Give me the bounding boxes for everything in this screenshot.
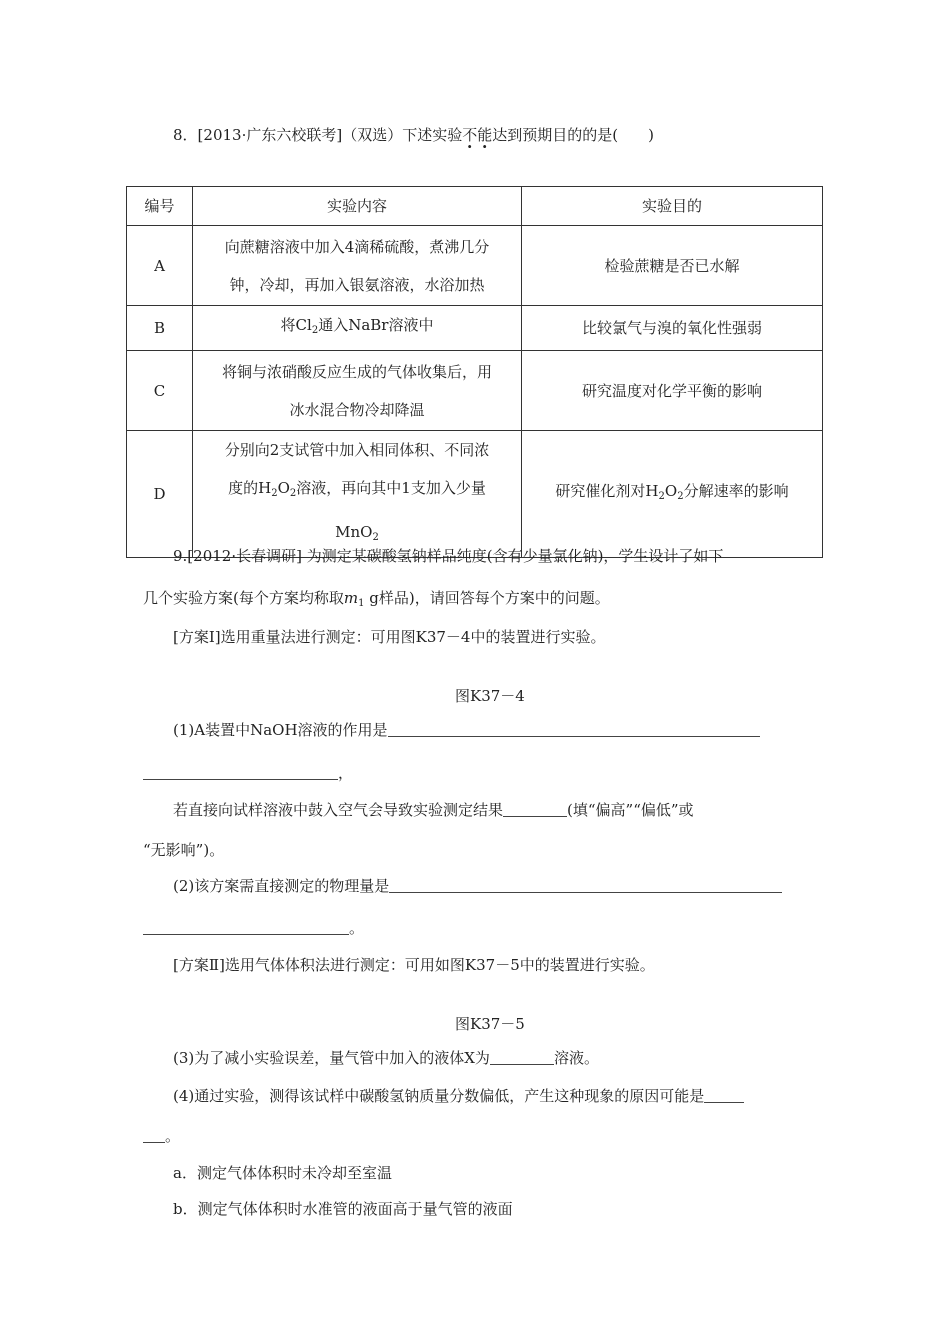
- answer-blank-1a[interactable]: [388, 720, 760, 737]
- option-a: a．测定气体体积时未冷却至室温: [173, 1164, 392, 1182]
- row-purpose: 检验蔗糖是否已水解: [522, 226, 823, 306]
- question-2: (2)该方案需直接测定的物理量是: [173, 876, 782, 896]
- row-content: 向蔗糖溶液中加入4滴稀硫酸，煮沸几分 钟，冷却，再加入银氨溶液，水浴加热: [193, 226, 522, 306]
- figure-caption-k37-4: 图K37－4: [455, 687, 525, 705]
- header-id: 编号: [127, 187, 193, 226]
- question-1-followup: 若直接向试样溶液中鼓入空气会导致实验测定结果 (填“偏高”“偏低”或: [173, 801, 694, 819]
- answer-blank-2a[interactable]: [389, 876, 782, 893]
- row-purpose: 研究催化剂对$H_2O_2$分解速率的影响: [522, 431, 823, 558]
- question-1-followup-cont: “无影响”)。: [143, 841, 225, 859]
- table-row: [127, 226, 823, 306]
- q9-stem-line2: 几个实验方案(每个方案均称取$m_1$ g样品)，请回答每个方案中的问题。: [143, 589, 610, 609]
- table-row: [127, 431, 823, 558]
- answer-blank-2b[interactable]: [143, 918, 349, 935]
- row-content: 将$Cl_2$通入NaBr溶液中: [193, 306, 522, 351]
- table-row: [127, 351, 823, 431]
- row-id: A: [127, 226, 193, 306]
- answer-blank-1b[interactable]: [143, 763, 338, 780]
- row-id: D: [127, 431, 193, 558]
- answer-blank-4a[interactable]: [704, 1086, 744, 1103]
- header-content: 实验内容: [193, 187, 522, 226]
- row-id: C: [127, 351, 193, 431]
- answer-blank-3[interactable]: [490, 1048, 554, 1065]
- question-4: (4)通过实验，测得该试样中碳酸氢钠质量分数偏低，产生这种现象的原因可能是: [173, 1086, 744, 1106]
- header-purpose: 实验目的: [522, 187, 823, 226]
- question-1: (1)A装置中NaOH溶液的作用是: [173, 720, 760, 740]
- answer-blank-1c[interactable]: [503, 800, 567, 817]
- question-4-cont: 。: [143, 1126, 180, 1146]
- q8-stem: 8．[2013·广东六校联考]（双选）下述实验不能达到预期目的的是( ): [173, 126, 654, 144]
- question-3: (3)为了减小实验误差，量气管中加入的液体X为 溶液。: [173, 1049, 599, 1067]
- row-purpose: 研究温度对化学平衡的影响: [522, 351, 823, 431]
- row-purpose: 比较氯气与溴的氧化性强弱: [522, 306, 823, 351]
- figure-caption-k37-5: 图K37－5: [455, 1015, 525, 1033]
- table-row: [127, 306, 823, 351]
- question-1-cont: ，: [143, 763, 353, 783]
- option-b: b．测定气体体积时水准管的液面高于量气管的液面: [173, 1200, 513, 1218]
- experiment-table: [126, 186, 823, 558]
- plan-2-heading: [方案Ⅱ]选用气体体积法进行测定：可用如图K37－5中的装置进行实验。: [173, 956, 655, 974]
- question-2-cont: 。: [143, 918, 364, 938]
- row-content: 分别向2支试管中加入相同体积、不同浓 度的$H_2O_2$溶液，再向其中1支加入少量 MnO$_2$: [193, 431, 522, 558]
- table-header-row: [127, 187, 823, 226]
- emphasis-dot-char: 能: [477, 126, 493, 144]
- q9-stem-line1: 9.[2012·长春调研] 为测定某碳酸氢钠样品纯度(含有少量氯化钠)，学生设计了如下: [173, 547, 724, 565]
- row-content: 将铜与浓硝酸反应生成的气体收集后，用 冰水混合物冷却降温: [193, 351, 522, 431]
- row-id: B: [127, 306, 193, 351]
- answer-blank-4b[interactable]: [143, 1126, 165, 1143]
- emphasis-dot-char: 不: [462, 126, 478, 144]
- plan-1-heading: [方案Ⅰ]选用重量法进行测定：可用图K37－4中的装置进行实验。: [173, 628, 606, 646]
